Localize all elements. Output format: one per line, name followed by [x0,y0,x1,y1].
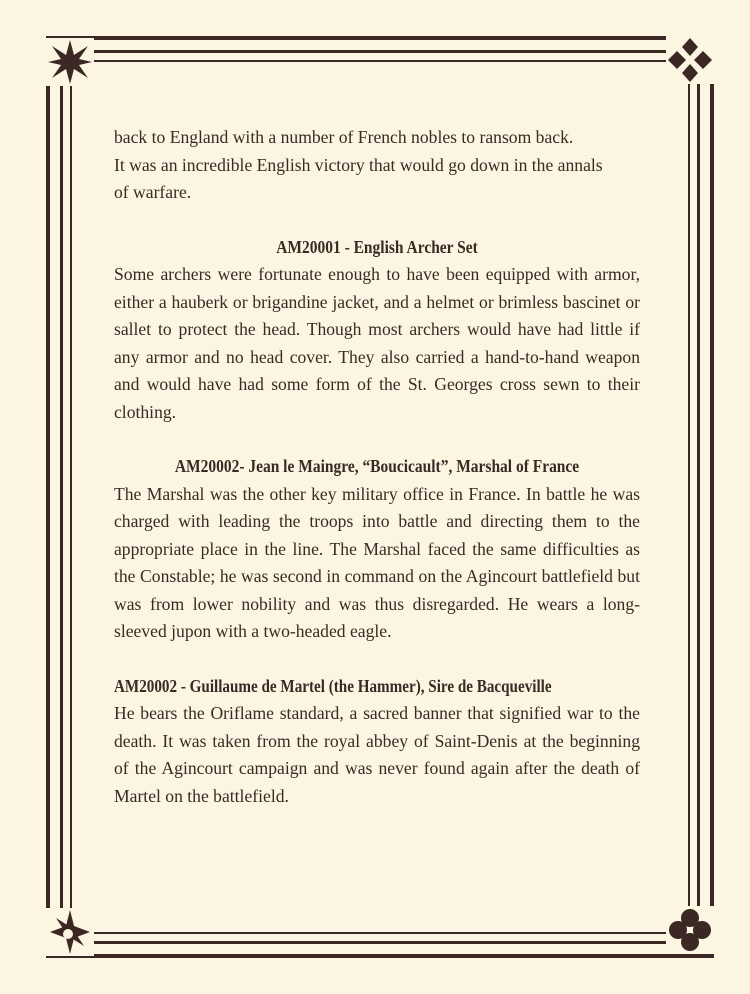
section-martel [114,673,640,811]
section-title: AM20001 - English Archer Set [276,236,478,257]
section-title: AM20002- Jean le Maingre, “Boucicault”, Marshal of France [174,456,580,476]
star-icon [46,38,94,86]
intro-line: It was an incredible English victory that would go down in the annals [114,154,603,175]
clover-icon [666,906,714,954]
intro-line: of warfare. [114,182,192,202]
diamonds-icon [666,36,714,84]
section-boucicault [114,453,640,646]
section-body: He bears the Oriflame standard, a sacred banner that signified war to the death. It was taken from the royal abbey of Saint-Denis at the beginning of the Agincourt campaign and was never found again after the death of Martel on the battlefield. [114,703,640,806]
section-title: AM20002 - Guillaume de Martel (the Hammer), Sire de Bacqueville [114,675,552,696]
section-body: The Marshal was the other key military office in France. In battle he was charged with leading the troops into battle and directing them to the appropriate place in the line. The Marshal faced the same difficulties as the Constable; he was second in command on the Agincourt battlefield but was from lower nobility and was thus disregarded. He wears a long-sleeved jupon with a two-headed eagle. [114,483,640,641]
compass-star-icon [46,908,94,956]
section-body: Some archers were fortunate enough to have been equipped with armor, either a hauberk or brigandine jacket, and a helmet or brimless bascinet or sallet to protect the head. Though most archers would have had little if any armor and no head cover. They also carried a hand-to-hand weapon and would have had some form of the St. Georges cross sewn to their clothing. [114,264,640,422]
document-body [114,124,640,810]
intro-paragraph [114,124,640,207]
intro-line: back to England with a number of French nobles to ransom back. [114,127,574,147]
section-archer-set [114,234,640,427]
